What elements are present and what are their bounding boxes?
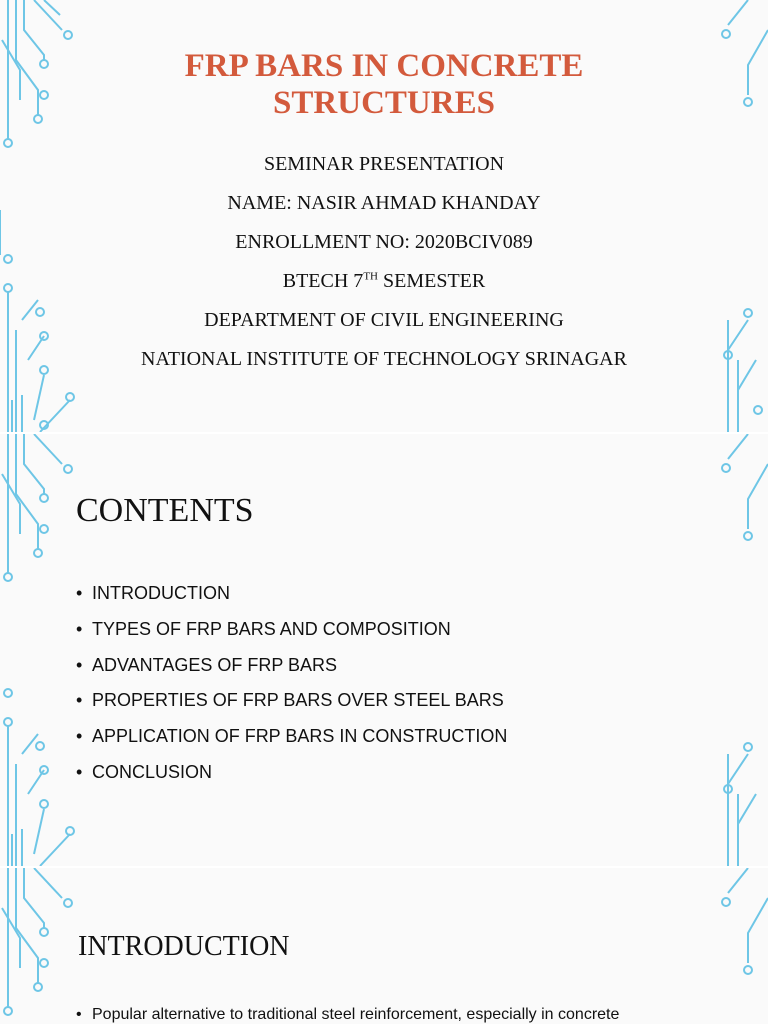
contents-heading: CONTENTS [76,492,254,529]
list-item-label: CONCLUSION [92,761,213,782]
bullet-icon: • [76,654,83,675]
author-info [0,150,768,384]
list-item [76,761,507,797]
subtitle: SEMINAR PRESENTATION [263,153,505,175]
bullet-icon: • [76,761,83,782]
list-item [76,582,507,618]
enrollment-number: ENROLLMENT NO: 2020BCIV089 [235,231,533,253]
contents-list [76,582,507,797]
intro-bullet-text: Popular alternative to traditional steel reinforcement, especially in concrete [92,1006,620,1023]
list-item-label: APPLICATION OF FRP BARS IN CONSTRUCTION [92,726,508,747]
intro-bullet [76,1006,690,1024]
introduction-heading: INTRODUCTION [78,931,290,962]
list-item [76,689,507,725]
bullet-icon: • [76,583,83,603]
bullet-icon: • [76,1006,82,1023]
contents-slide [0,434,768,866]
list-item [76,725,507,761]
author-name: NAME: NASIR AHMAD KHANDAY [227,192,541,214]
list-item-label: ADVANTAGES OF FRP BARS [92,654,338,675]
list-item [76,618,507,654]
presentation-title [0,48,768,122]
circuit-lines-icon [0,434,80,866]
title-slide [0,0,768,432]
list-item-label: PROPERTIES OF FRP BARS OVER STEEL BARS [92,690,504,711]
list-item [76,654,507,690]
institute: NATIONAL INSTITUTE OF TECHNOLOGY SRINAGAR [141,348,627,370]
department: DEPARTMENT OF CIVIL ENGINEERING [204,309,564,331]
semester-prefix: BTECH 7 [282,270,364,292]
list-item-label: INTRODUCTION [92,583,230,603]
circuit-lines-icon [708,868,768,1024]
bullet-icon: • [76,690,83,711]
semester-suffix: SEMESTER [377,270,486,292]
title-line: FRP BARS IN CONCRETE [184,48,584,84]
semester-superscript: TH [363,270,378,283]
circuit-lines-icon [0,868,80,1024]
circuit-lines-icon [708,434,768,866]
bullet-icon: • [76,726,83,747]
bullet-icon: • [76,618,83,639]
title-line: STRUCTURES [273,85,495,121]
introduction-slide [0,868,768,1024]
semester [0,267,768,306]
list-item-label: TYPES OF FRP BARS AND COMPOSITION [92,618,451,639]
